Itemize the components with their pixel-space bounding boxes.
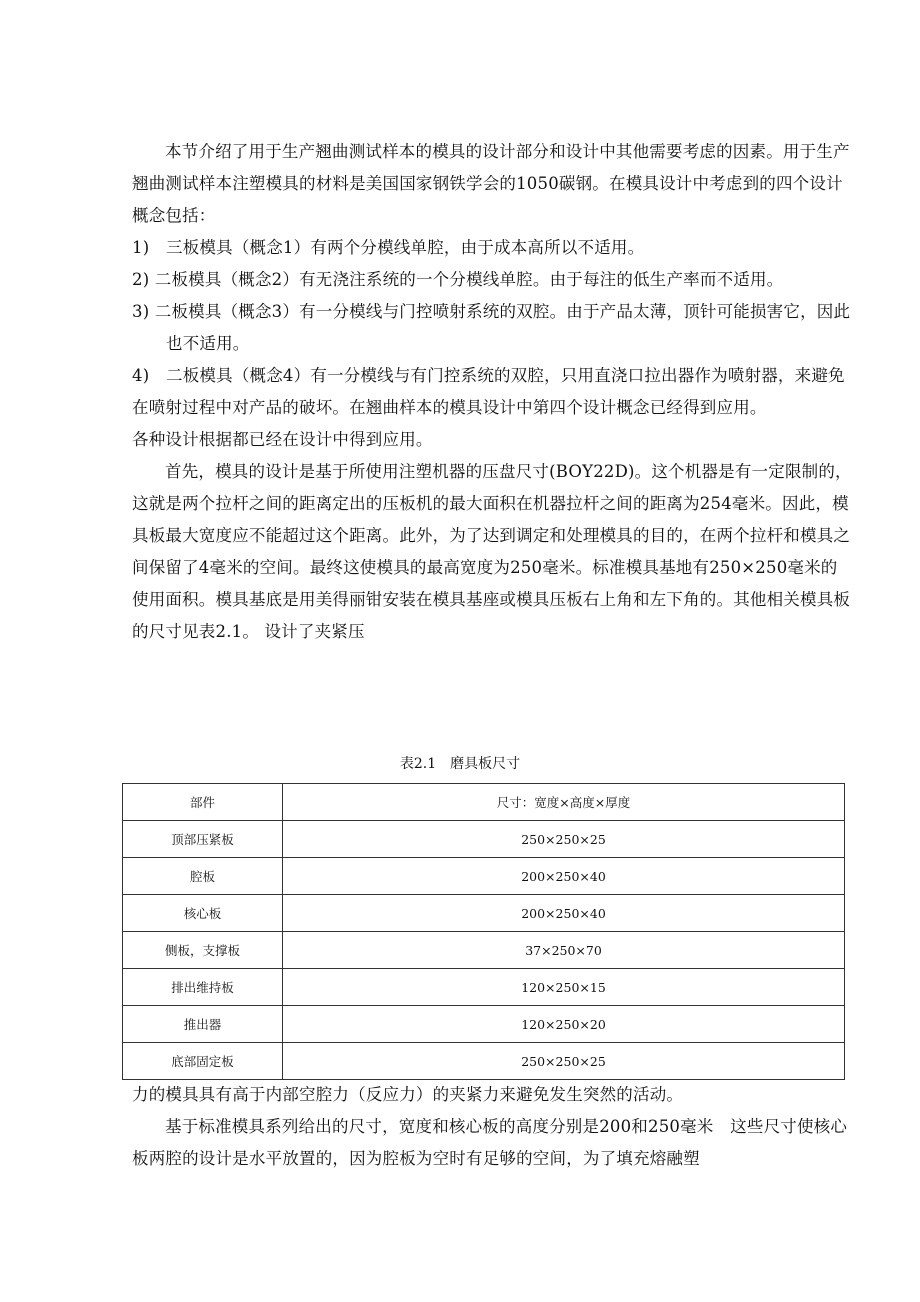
table-row: [123, 1043, 845, 1080]
part-cell: 排出维持板: [123, 969, 283, 1006]
table-header-row: [123, 784, 845, 821]
table-row: [123, 1006, 845, 1043]
dimension-cell: 250×250×25: [283, 821, 845, 858]
dimension-cell: 200×250×40: [283, 858, 845, 895]
table-row: [123, 858, 845, 895]
applied-paragraph: 各种设计根据都已经在设计中得到应用。: [132, 430, 433, 449]
table-row: [123, 821, 845, 858]
header-dimensions: 尺寸：宽度×高度×厚度: [283, 784, 845, 821]
dimension-cell: 120×250×15: [283, 969, 845, 1006]
body-text-top: [132, 136, 852, 648]
concept-item-1: 1) 三板模具（概念1）有两个分模线单腔，由于成本高所以不适用。: [132, 238, 645, 257]
first-paragraph: 首先，模具的设计是基于所使用注塑机器的压盘尺寸(BOY22D)。这个机器是有一定限制的，这就是两个拉杆之间的距离定出的压板机的最大面积在机器拉杆之间的距离为254毫米。因此，模具板最大宽度应不能超过这个距离。此外，为了达到调定和处理模具的目的，在两个拉杆和模具之间保留了4毫米的空间。最终这使模具的最高宽度为250毫米。标准模具基地有250×250毫米的使用面积。模具基底是用美得丽钳安装在模具基座或模具压板右上角和左下角的。其他相关模具板的尺寸见表2.1。 设计了夹紧压: [132, 462, 852, 641]
table-row: [123, 969, 845, 1006]
next-paragraph: 基于标准模具系列给出的尺寸，宽度和核心板的高度分别是200和250毫米 这些尺寸使核心板两腔的设计是水平放置的，因为腔板为空时有足够的空间，为了填充熔融塑: [132, 1117, 848, 1168]
table-caption: 表2.1 磨具板尺寸: [399, 756, 521, 772]
dimension-cell: 120×250×20: [283, 1006, 845, 1043]
mold-plate-dimensions-table: [122, 783, 845, 1080]
continuation-paragraph: 力的模具具有高于内部空腔力（反应力）的夹紧力来避免发生突然的活动。: [132, 1085, 684, 1104]
part-cell: 底部固定板: [123, 1043, 283, 1080]
concept-item-3: 3) 二板模具（概念3）有一分模线与门控喷射系统的双腔。由于产品太薄，顶针可能损害它，因此也不适用。: [132, 302, 851, 353]
table-row: [123, 895, 845, 932]
concept-item-2: 2) 二板模具（概念2）有无浇注系统的一个分模线单腔。由于每注的低生产率而不适用。: [132, 270, 784, 289]
table-row: [123, 932, 845, 969]
part-cell: 腔板: [123, 858, 283, 895]
intro-paragraph: 本节介绍了用于生产翘曲测试样本的模具的设计部分和设计中其他需要考虑的因素。用于生产翘曲测试样本注塑模具的材料是美国国家钢铁学会的1050碳钢。在模具设计中考虑到的四个设计概念包括：: [132, 142, 850, 225]
body-text-bottom: [132, 1079, 852, 1175]
part-cell: 推出器: [123, 1006, 283, 1043]
dimension-cell: 200×250×40: [283, 895, 845, 932]
dimension-cell: 250×250×25: [283, 1043, 845, 1080]
part-cell: 顶部压紧板: [123, 821, 283, 858]
concept-item-4: 4) 二板模具（概念4）有一分模线与有门控系统的双腔，只用直浇口拉出器作为喷射器，来避免在喷射过程中对产品的破坏。在翘曲样本的模具设计中第四个设计概念已经得到应用。: [132, 366, 845, 417]
part-cell: 侧板，支撑板: [123, 932, 283, 969]
part-cell: 核心板: [123, 895, 283, 932]
dimension-cell: 37×250×70: [283, 932, 845, 969]
header-part: 部件: [123, 784, 283, 821]
